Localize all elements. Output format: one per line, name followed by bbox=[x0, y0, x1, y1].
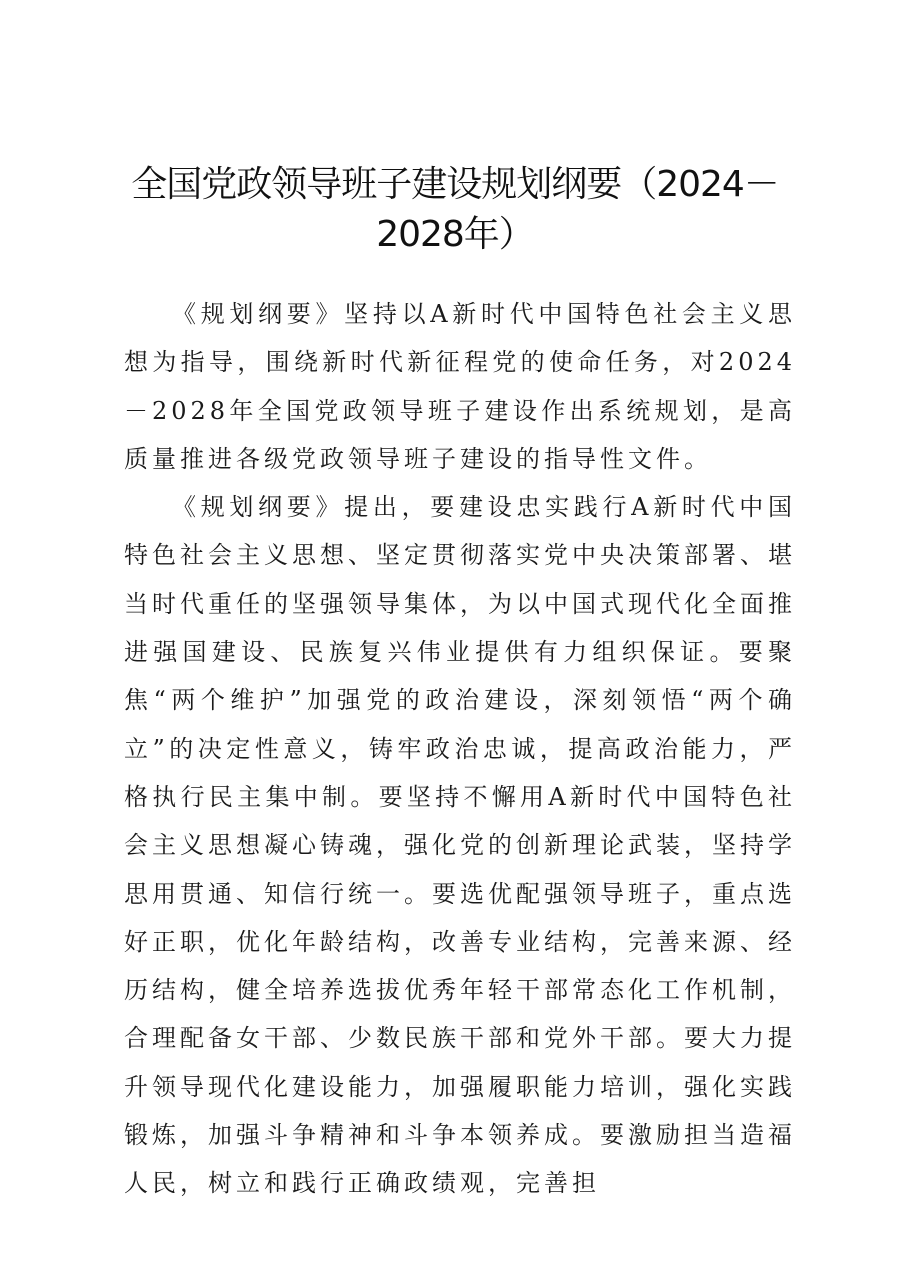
paragraph-2: 《规划纲要》提出，要建设忠实践行A新时代中国特色社会主义思想、坚定贯彻落实党中央决策部署、堪当时代重任的坚强领导集体，为以中国式现代化全面推进强国建设、民族复兴伟业提供有力组织保证。要聚焦“两个维护”加强党的政治建设，深刻领悟“两个确立”的决定性意义，铸牢政治忠诚，提高政治能力，严格执行民主集中制。要坚持不懈用A新时代中国特色社会主义思想凝心铸魂，强化党的创新理论武装，坚持学思用贯通、知信行统一。要选优配强领导班子，重点选好正职，优化年龄结构，改善专业结构，完善来源、经历结构，健全培养选拔优秀年轻干部常态化工作机制，合理配备女干部、少数民族干部和党外干部。要大力提升领导现代化建设能力，加强履职能力培训，强化实践锻炼，加强斗争精神和斗争本领养成。要激励担当造福人民，树立和践行正确政绩观，完善担 bbox=[124, 493, 796, 1198]
title-line-2: 2028年） bbox=[376, 214, 534, 255]
paragraph-1: 《规划纲要》坚持以A新时代中国特色社会主义思想为指导，围绕新时代新征程党的使命任务，对2024－2028年全国党政领导班子建设作出系统规划，是高质量推进各级党政领导班子建设的指导性文件。 bbox=[124, 300, 796, 473]
document-body bbox=[124, 290, 796, 1208]
document-title bbox=[120, 160, 790, 260]
title-line-1: 全国党政领导班子建设规划纲要（2024－ bbox=[131, 164, 779, 205]
